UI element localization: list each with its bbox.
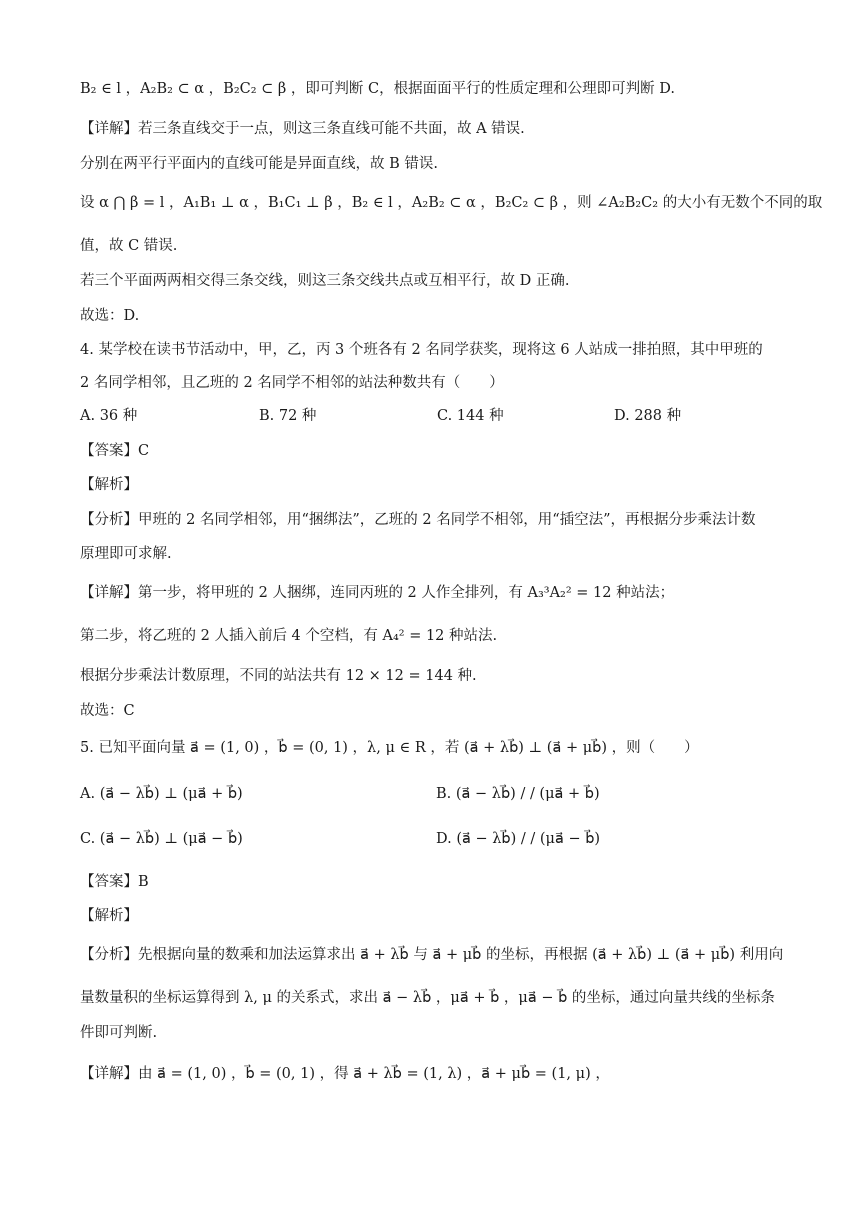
text-line: 根据分步乘法计数原理，不同的站法共有 12 × 12 = 144 种. — [80, 668, 477, 684]
text-line: 【详解】由 a⃗ = (1, 0) ，b⃗ = (0, 1) ，得 a⃗ + λb⃗ = (1, λ) ，a⃗ + μb⃗ = (1, μ) ， — [80, 1066, 610, 1082]
analysis-label: 【解析】 — [80, 908, 138, 924]
text-line: 若三个平面两两相交得三条交线，则这三条交线共点或互相平行，故 D 正确. — [80, 273, 570, 289]
text-line: 【分析】甲班的 2 名同学相邻，用“捆绑法”，乙班的 2 名同学不相邻，用“插空法”，再根据分步乘法计数 — [80, 512, 756, 528]
text-line: 原理即可求解. — [80, 546, 172, 562]
q4-option-d: D. 288 种 — [614, 408, 682, 424]
text-line: 设 α ⋂ β = l ，A₁B₁ ⊥ α ，B₁C₁ ⊥ β ，B₂ ∈ l ，A₂B₂ ⊂ α ，B₂C₂ ⊂ β ，则 ∠A₂B₂C₂ 的大小有无数个不同的取 — [80, 195, 823, 211]
text-line: 【详解】第一步，将甲班的 2 人捆绑，连同丙班的 2 人作全排列，有 A₃³A₂² = 12 种站法； — [80, 585, 675, 601]
q5-option-a: A. (a⃗ − λb⃗) ⊥ (μa⃗ + b⃗) — [80, 786, 243, 802]
text-line: 值，故 C 错误. — [80, 238, 178, 254]
text-line: B₂ ∈ l ，A₂B₂ ⊂ α ，B₂C₂ ⊂ β ，即可判断 C，根据面面平行的性质定理和公理即可判断 D. — [80, 81, 675, 97]
answer-label: 【答案】B — [80, 874, 149, 890]
analysis-label: 【解析】 — [80, 477, 138, 493]
answer-label: 【答案】C — [80, 443, 150, 459]
text-line: 【详解】若三条直线交于一点，则这三条直线可能不共面，故 A 错误. — [80, 121, 525, 137]
q5-option-b: B. (a⃗ − λb⃗) / / (μa⃗ + b⃗) — [436, 786, 600, 802]
q5-option-d: D. (a⃗ − λb⃗) / / (μa⃗ − b⃗) — [436, 831, 601, 847]
text-line: 分别在两平行平面内的直线可能是异面直线，故 B 错误. — [80, 156, 438, 172]
question-4-stem: 4. 某学校在读书节活动中，甲，乙，丙 3 个班各有 2 名同学获奖，现将这 6 人站成一排拍照，其中甲班的 — [80, 342, 763, 358]
q5-option-c: C. (a⃗ − λb⃗) ⊥ (μa⃗ − b⃗) — [80, 831, 243, 847]
question-5-stem: 5. 已知平面向量 a⃗ = (1, 0) ，b⃗ = (0, 1) ，λ, μ ∈ R ，若 (a⃗ + λb⃗) ⊥ (a⃗ + μb⃗) ，则（ ） — [80, 740, 699, 756]
question-4-stem-cont: 2 名同学相邻，且乙班的 2 名同学不相邻的站法种数共有（ ） — [80, 375, 504, 391]
q4-option-c: C. 144 种 — [437, 408, 504, 424]
q4-option-b: B. 72 种 — [259, 408, 317, 424]
text-line: 第二步，将乙班的 2 人插入前后 4 个空档，有 A₄² = 12 种站法. — [80, 628, 498, 644]
text-line: 【分析】先根据向量的数乘和加法运算求出 a⃗ + λb⃗ 与 a⃗ + μb⃗ 的坐标，再根据 (a⃗ + λb⃗) ⊥ (a⃗ + μb⃗) 利用向 — [80, 947, 784, 963]
text-line: 量数量积的坐标运算得到 λ, μ 的关系式，求出 a⃗ − λb⃗ ，μa⃗ + b⃗ ，μa⃗ − b⃗ 的坐标，通过向量共线的坐标条 — [80, 990, 775, 1006]
q4-option-a: A. 36 种 — [80, 408, 138, 424]
text-line: 故选：D. — [80, 308, 140, 324]
text-line: 故选：C — [80, 703, 135, 719]
text-line: 件即可判断. — [80, 1025, 158, 1041]
